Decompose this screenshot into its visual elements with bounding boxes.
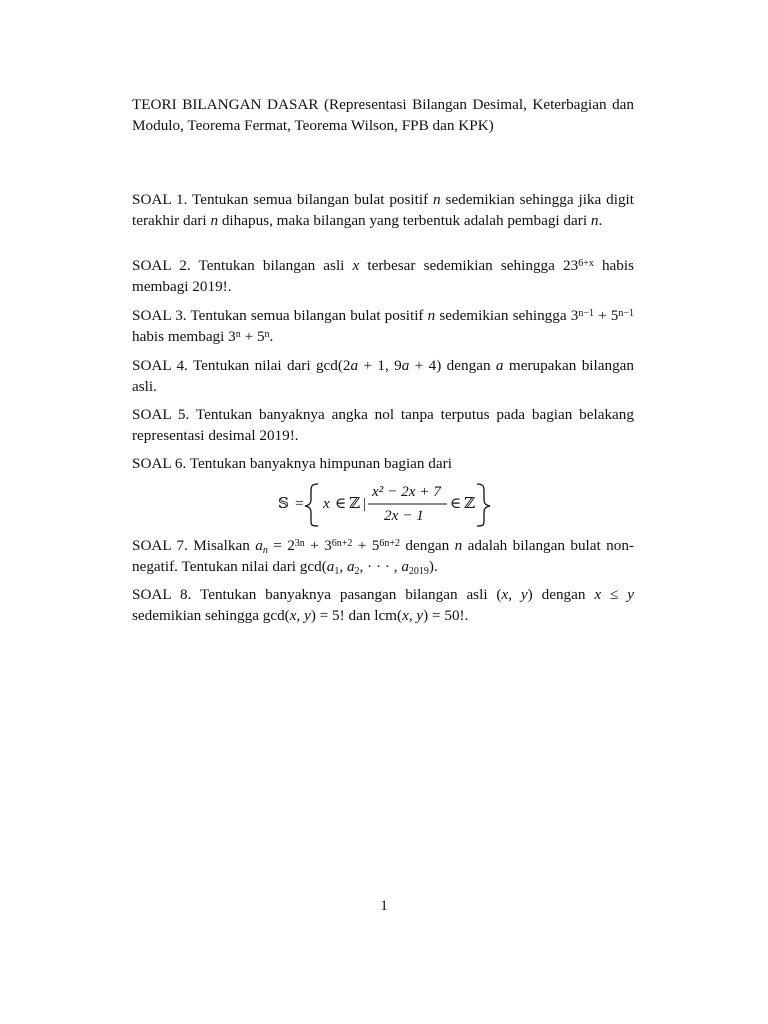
math-subscript: 2 xyxy=(354,565,360,577)
problem-text: habis membagi xyxy=(132,328,229,345)
problem-text: sedemikian sehingga xyxy=(435,307,571,324)
math-var: n xyxy=(210,212,219,229)
math-var: n xyxy=(433,191,441,208)
problem-text: Tentukan banyaknya himpunan bagian dari xyxy=(186,455,452,472)
math-exponent: n xyxy=(264,328,270,340)
math-var: y xyxy=(520,586,528,603)
element-of: ∈ xyxy=(450,495,462,512)
math-var: x xyxy=(352,257,360,274)
math-var: y xyxy=(304,607,311,624)
problem-text: = xyxy=(267,537,288,554)
math-base: 3 xyxy=(228,328,236,345)
math-base: 5 xyxy=(371,537,380,554)
problem-text: dengan xyxy=(400,537,455,554)
problem-text: Tentukan nilai dari gcd(2 xyxy=(187,357,351,374)
math-exponent: n−1 xyxy=(618,307,634,319)
such-that-bar: | xyxy=(363,495,367,512)
problem-label: SOAL 7. xyxy=(132,537,188,554)
problem-label: SOAL 5. xyxy=(132,406,190,423)
fraction-numerator: x² − 2x + 7 xyxy=(372,483,441,500)
problem-1 xyxy=(132,189,634,231)
problem-text: + 1, 9 xyxy=(358,357,402,374)
right-brace xyxy=(477,484,490,526)
set-equation-svg xyxy=(132,478,634,528)
math-var: y xyxy=(627,586,634,603)
math-operator: + xyxy=(304,537,325,554)
math-exponent: n−1 xyxy=(578,307,594,319)
problem-label: SOAL 6. xyxy=(132,455,187,472)
problem-text: . xyxy=(598,212,603,229)
problem-text: Tentukan banyaknya pasangan bilangan asli ( xyxy=(191,586,502,603)
math-var: x xyxy=(323,495,330,512)
page-number: 1 xyxy=(380,897,388,914)
math-var: a xyxy=(401,357,410,374)
math-var: n xyxy=(427,307,436,324)
math-base: 5 xyxy=(610,307,619,324)
math-subscript: n xyxy=(262,544,268,556)
problem-8 xyxy=(132,584,634,626)
problem-text: , xyxy=(508,586,521,603)
set-equation xyxy=(132,478,634,528)
problem-text: dihapus, maka bilangan yang terbentuk adalah pembagi dari xyxy=(218,212,591,229)
element-of: ∈ xyxy=(335,495,347,512)
problem-5 xyxy=(132,404,634,446)
problem-4 xyxy=(132,355,634,397)
fraction-denominator: 2x − 1 xyxy=(384,507,424,524)
problem-label: SOAL 4. xyxy=(132,357,188,374)
math-subscript: 1 xyxy=(334,565,340,577)
math-var: n xyxy=(454,537,463,554)
math-exponent: 6n+2 xyxy=(379,537,400,549)
problem-text: adalah bilangan bulat non-negatif. Tentukan nilai dari gcd( xyxy=(132,537,634,575)
problem-text: , xyxy=(296,607,305,624)
math-var: x xyxy=(501,586,509,603)
math-var: x xyxy=(594,586,602,603)
equals-sign: = xyxy=(295,495,304,512)
math-var: a xyxy=(495,357,504,374)
problem-label: SOAL 3. xyxy=(132,307,187,324)
title-text: TEORI BILANGAN DASAR (Representasi Bilangan Desimal, Keterbagian dan Modulo, Teorema Fermat, Teorema Wilson, FPB dan KPK) xyxy=(132,96,634,134)
math-var: n xyxy=(590,212,599,229)
problem-2 xyxy=(132,255,634,297)
problem-6 xyxy=(132,453,634,474)
problem-label: SOAL 2. xyxy=(132,257,191,274)
problem-text: habis membagi 2019!. xyxy=(132,257,635,295)
problem-3 xyxy=(132,305,634,347)
problem-text: merupakan bilangan asli. xyxy=(132,357,635,395)
math-exponent: 3n xyxy=(294,537,305,549)
left-brace xyxy=(305,484,318,526)
problem-text: sedemikian sehingga gcd( xyxy=(132,607,290,624)
problem-label: SOAL 8. xyxy=(132,586,192,603)
math-var: a xyxy=(350,357,359,374)
set-symbol: 𝕊 xyxy=(278,495,289,512)
math-var: a xyxy=(401,558,409,575)
problem-text: , · · · , xyxy=(359,558,402,575)
problem-label: SOAL 1. xyxy=(132,191,188,208)
math-operator: ≤ xyxy=(601,586,628,603)
math-var: y xyxy=(416,607,424,624)
math-exponent: 6n+2 xyxy=(331,537,353,549)
document-title xyxy=(132,94,634,136)
problem-text: Misalkan xyxy=(187,537,256,554)
problem-text: Tentukan banyaknya angka nol tanpa terputus pada bagian belakang representasi desimal 2019!. xyxy=(132,406,634,444)
math-exponent: n xyxy=(235,328,241,340)
math-base: 3 xyxy=(570,307,579,324)
problem-7 xyxy=(132,535,634,577)
problem-text: ). xyxy=(428,558,438,575)
math-base: 2 xyxy=(287,537,295,554)
problem-text: terbesar sedemikian sehingga xyxy=(359,257,563,274)
math-base: 23 xyxy=(563,257,579,274)
problem-text: Tentukan semua bilangan bulat positif xyxy=(187,191,434,208)
problem-text: , xyxy=(408,607,417,624)
integers-symbol: ℤ xyxy=(349,495,361,512)
math-operator: + xyxy=(593,307,611,324)
math-base: 3 xyxy=(324,537,332,554)
problem-text: ) = 5! dan lcm( xyxy=(310,607,403,624)
math-var: a xyxy=(255,537,263,554)
math-var: a xyxy=(326,558,335,575)
math-var: x xyxy=(402,607,409,624)
math-var: a xyxy=(346,558,355,575)
problem-text: sedemikian sehingga jika digit terakhir dari xyxy=(132,191,634,229)
math-var: x xyxy=(289,607,297,624)
math-base: 5 xyxy=(256,328,265,345)
problem-text: Tentukan semua bilangan bulat positif xyxy=(186,307,428,324)
integers-symbol: ℤ xyxy=(464,495,476,512)
math-exponent: 6+x xyxy=(578,257,594,269)
math-operator: + xyxy=(240,328,257,345)
math-operator: + xyxy=(352,537,372,554)
problem-text: . xyxy=(269,328,274,345)
math-subscript: 2019 xyxy=(408,565,429,577)
problem-text: + 4) dengan xyxy=(409,357,496,374)
problem-text: ) dengan xyxy=(527,586,595,603)
problem-text: , xyxy=(339,558,347,575)
problem-text: Tentukan bilangan asli xyxy=(190,257,353,274)
problem-text: ) = 50!. xyxy=(423,607,469,624)
